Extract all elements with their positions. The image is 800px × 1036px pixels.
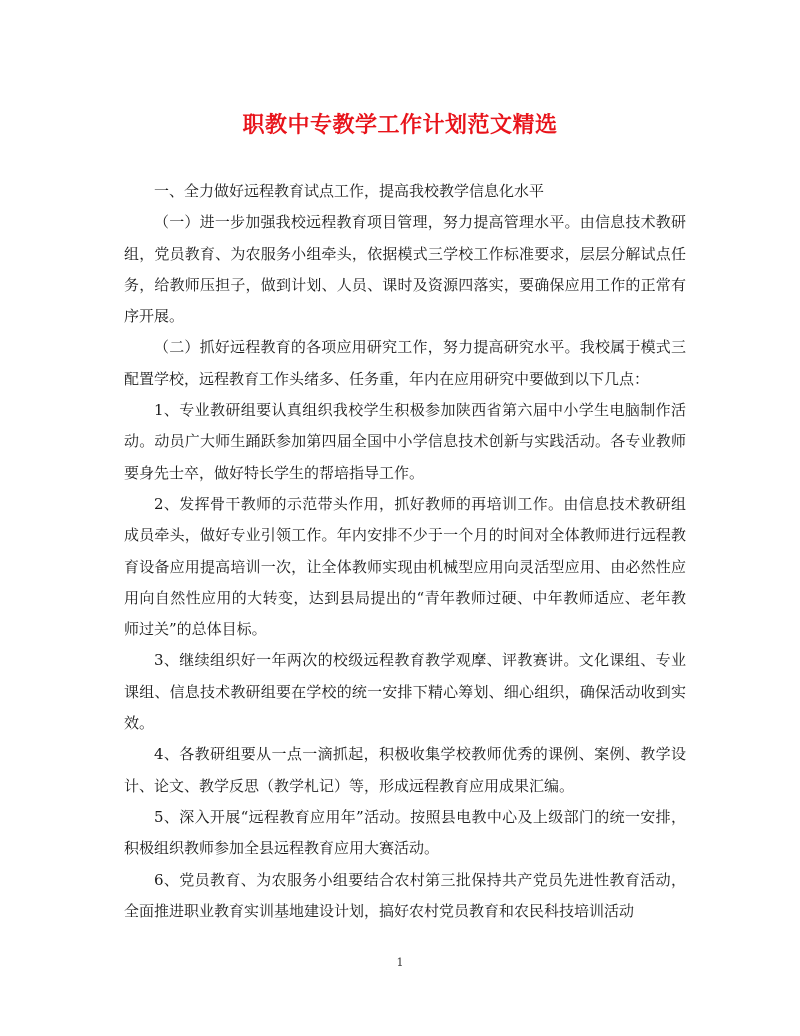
paragraph-1: （一）进一步加强我校远程教育项目管理，努力提高管理水平。由信息技术教研组，党员教育、为农服务小组牵头，依据模式三学校工作标准要求，层层分解试点任务，给教师压担子，做到计划、人员、课时及资源四落实，要确保应用工作的正常有序开展。 xyxy=(124,213,686,326)
paragraph-2: （二）抓好远程教育的各项应用研究工作，努力提高研究水平。我校属于模式三配置学校，远程教育工作头绪多、任务重，年内在应用研究中要做到以下几点： xyxy=(124,338,686,388)
document-body xyxy=(124,176,686,927)
paragraph-item-4: 4、各教研组要从一点一滴抓起，积极收集学校教师优秀的课例、案例、教学设计、论文、教学反思（教学札记）等，形成远程教育应用成果汇编。 xyxy=(124,745,686,795)
paragraph-item-6: 6、党员教育、为农服务小组要结合农村第三批保持共产党员先进性教育活动，全面推进职业教育实训基地建设计划，搞好农村党员教育和农民科技培训活动 xyxy=(124,870,686,920)
page-number: 1 xyxy=(396,956,404,969)
document-title: 职教中专教学工作计划范文精选 xyxy=(242,112,558,138)
paragraph-item-2: 2、发挥骨干教师的示范带头作用，抓好教师的再培训工作。由信息技术教研组成员牵头，做好专业引领工作。年内安排不少于一个月的时间对全体教师进行远程教育设备应用提高培训一次，让全体教师实现由机械型应用向灵活型应用、由必然性应用向自然性应用的大转变，达到县局提出的“青年教师过硬、中年教师适应、老年教师过关”的总体目标。 xyxy=(124,494,686,639)
section-heading: 一、全力做好远程教育试点工作，提高我校教学信息化水平 xyxy=(154,182,545,200)
paragraph-item-5: 5、深入开展“远程教育应用年”活动。按照县电教中心及上级部门的统一安排，积极组织教师参加全县远程教育应用大赛活动。 xyxy=(124,807,686,858)
paragraph-item-3: 3、继续组织好一年两次的校级远程教育教学观摩、评教赛讲。文化课组、专业课组、信息技术教研组要在学校的统一安排下精心筹划、细心组织，确保活动收到实效。 xyxy=(124,651,686,733)
paragraph-item-1: 1、专业教研组要认真组织我校学生积极参加陕西省第六届中小学生电脑制作活动。动员广大师生踊跃参加第四届全国中小学信息技术创新与实践活动。各专业教师要身先士卒，做好特长学生的帮培指导工作。 xyxy=(124,401,686,482)
